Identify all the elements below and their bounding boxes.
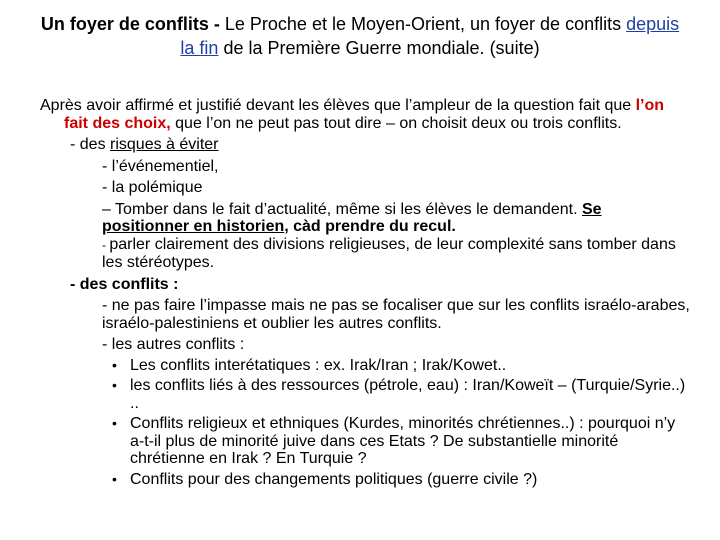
conflits-bullet-list [40, 357, 690, 489]
tomber-bold: Se positionner en historien [102, 200, 602, 235]
conflits-line1: - ne pas faire l’impasse mais ne pas se focaliser que sur les conflits israélo-arabes, israélo-palestiniens et oublier les autres conflits. [102, 297, 690, 332]
list-item [40, 471, 690, 489]
title-bold: Un foyer de conflits - [40, 14, 225, 34]
conflits-line2: - les autres conflits : [102, 336, 245, 353]
risque-item-religion [40, 236, 690, 272]
title-part2: de la Première Guerre mondiale. (suite) [218, 38, 540, 58]
title-link[interactable]: depuis la fin [180, 14, 680, 58]
list-item [40, 357, 690, 375]
list-item [40, 415, 690, 468]
conflits-heading: - des conflits : [70, 275, 179, 293]
risque-item-actualite [40, 201, 690, 236]
parler-dash: - [102, 237, 110, 252]
bullet-icon: • [112, 415, 117, 431]
bullet-icon: • [112, 377, 117, 393]
intro-part1: Après avoir affirmé et justifié devant les élèves que l’ampleur de la question fait que [40, 97, 636, 114]
intro-part2: que l’on ne peut pas tout dire – on choisit deux ou trois conflits. [170, 114, 622, 132]
slide-title [40, 12, 680, 60]
bullet-text: Les conflits interétatiques : ex. Irak/Iran ; Irak/Kowet.. [130, 356, 507, 374]
bullet-icon: • [112, 470, 117, 487]
risques-heading-text: risques à éviter [110, 136, 219, 153]
risques-heading [40, 136, 690, 154]
risque-item-evenementiel: - l’événementiel, [102, 157, 219, 175]
tomber-end: , càd prendre du recul. [284, 218, 456, 235]
bullet-icon: • [112, 356, 117, 373]
risque-item-polemique: - la polémique [102, 179, 203, 196]
intro-paragraph [40, 97, 690, 132]
title-part1: Le Proche et le Moyen-Orient, un foyer de conflits [224, 14, 627, 34]
intro-highlight: l’on fait des choix, [64, 97, 665, 132]
slide-body [40, 97, 690, 488]
bullet-text: Conflits religieux et ethniques (Kurdes, minorités chrétiennes..) : pourquoi n’y a-t-il plus de minorité juive dans ces Etats ? De substantielle minorité chrétienne en Irak ? En Turquie ? [130, 415, 676, 467]
tomber-text: – Tomber dans le fait d’actualité, même si les élèves le demandent. [102, 200, 582, 218]
bullet-text: Conflits pour des changements politiques (guerre civile ?) [130, 470, 538, 488]
bullet-text: les conflits liés à des ressources (pétrole, eau) : Iran/Koweït – (Turquie/Syrie..) .. [130, 377, 686, 412]
risques-prefix: - des [70, 136, 111, 153]
parler-text: parler clairement des divisions religieuses, de leur complexité sans tomber dans les stéréotypes. [102, 235, 676, 271]
list-item [40, 377, 690, 412]
